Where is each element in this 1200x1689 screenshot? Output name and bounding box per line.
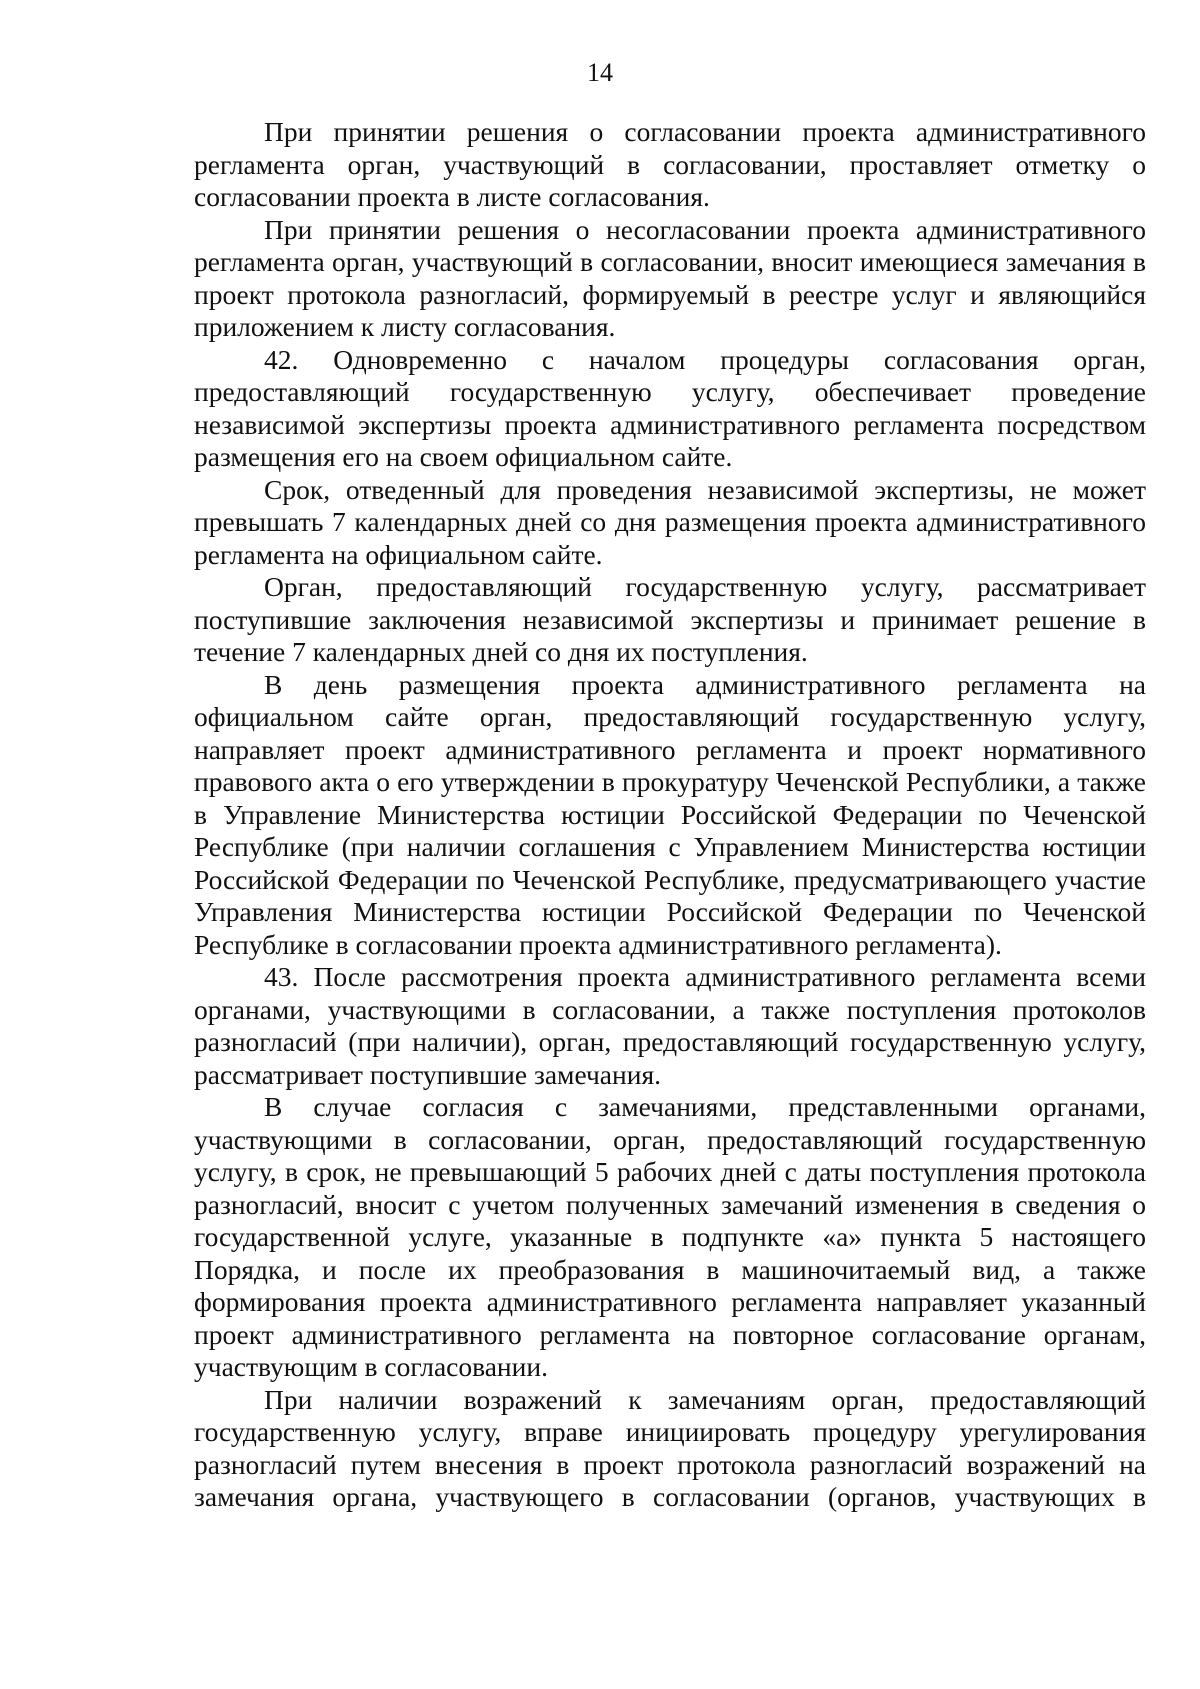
paragraph: При наличии возражений к замечаниям орган, предоставляющий государственную услугу, вправе инициировать процедуру урегулирования разногласий путем внесения в проект протокола разногласий возражений на замечания органа, участвующего в согласовании (органов, участвующих в <box>194 1383 1146 1512</box>
paragraph: Срок, отведенный для проведения независимой экспертизы, не может превышать 7 календарных дней со дня размещения проекта административного регламента на официальном сайте. <box>194 473 1146 570</box>
paragraph: 43. После рассмотрения проекта административного регламента всеми органами, участвующими в согласовании, а также поступления протоколов разногласий (при наличии), орган, предоставляющий государственную услугу, рассматривает поступившие замечания. <box>194 961 1146 1090</box>
paragraph: 42. Одновременно с началом процедуры согласования орган, предоставляющий государственную услугу, обеспечивает проведение независимой экспертизы проекта административного регламента посредством размещения его на своем официальном сайте. <box>194 343 1146 472</box>
paragraph: В случае согласия с замечаниями, представленными органами, участвующими в согласовании, орган, предоставляющий государственную услугу, в срок, не превышающий 5 рабочих дней с даты поступления протокола разногласий, вносит с учетом полученных замечаний изменения в сведения о государственной услуге, указанные в подпункте «а» пункта 5 настоящего Порядка, и после их преобразования в машиночитаемый вид, а также формирования проекта административного регламента направляет указанный проект административного регламента на повторное согласование органам, участвующим в согласовании. <box>194 1091 1146 1382</box>
paragraph: При принятии решения о несогласовании проекта административного регламента орган, участвующий в согласовании, вносит имеющиеся замечания в проект протокола разногласий, формируемый в реестре услуг и являющийся приложением к листу согласования. <box>194 213 1146 342</box>
paragraph: При принятии решения о согласовании проекта административного регламента орган, участвующий в согласовании, проставляет отметку о согласовании проекта в листе согласования. <box>194 116 1146 212</box>
paragraph: Орган, предоставляющий государственную услугу, рассматривает поступившие заключения независимой экспертизы и принимает решение в течение 7 календарных дней со дня их поступления. <box>194 571 1146 667</box>
paragraph: В день размещения проекта административного регламента на официальном сайте орган, предоставляющий государственную услугу, направляет проект административного регламента и проект нормативного правового акта о его утверждении в прокуратуру Чеченской Республики, а также в Управление Министерства юстиции Российской Федерации по Чеченской Республике (при наличии соглашения с Управлением Министерства юстиции Российской Федерации по Чеченской Республике, предусматривающего участие Управления Министерства юстиции Российской Федерации по Чеченской Республике в согласовании проекта административного регламента). <box>194 668 1146 960</box>
document-body <box>194 116 1146 1514</box>
page-number: 14 <box>587 58 613 87</box>
